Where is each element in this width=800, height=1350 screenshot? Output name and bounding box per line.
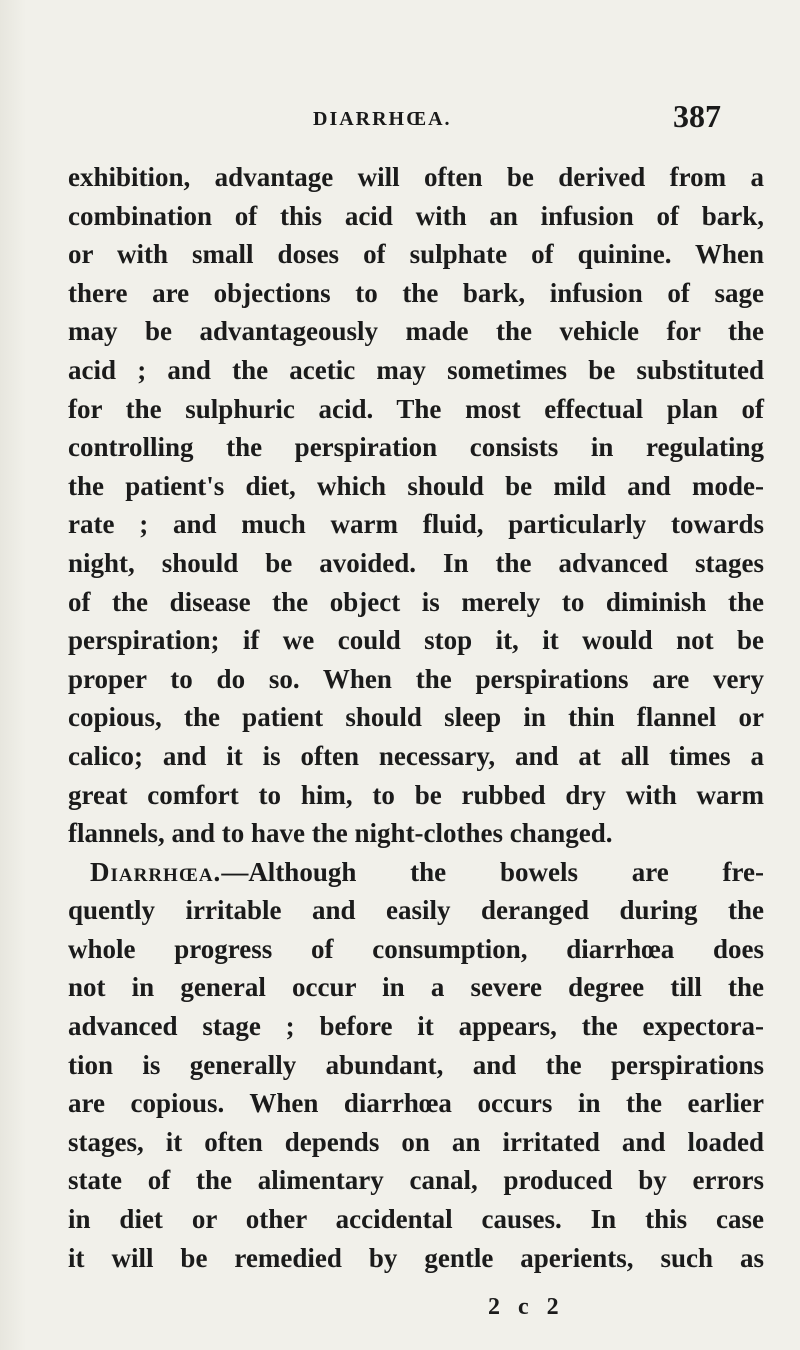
text-line: acid ; and the acetic may sometimes be substituted <box>68 354 764 385</box>
text-line: are copious. When diarrhœa occurs in the earlier <box>68 1088 764 1119</box>
text-line: state of the alimentary canal, produced by errors <box>68 1165 764 1196</box>
body-text <box>68 158 764 1277</box>
text-line: may be advantageously made the vehicle for the <box>68 316 764 347</box>
text-line: proper to do so. When the perspirations are very <box>68 663 764 694</box>
text-line: quently irritable and easily deranged during the <box>68 895 764 926</box>
section-heading: Diarrhœa. <box>90 856 222 887</box>
text-line: there are objections to the bark, infusion of sage <box>68 277 764 308</box>
text-line: in diet or other accidental causes. In this case <box>68 1204 764 1235</box>
section-first-line <box>68 853 764 892</box>
running-head: DIARRHŒA. <box>313 108 452 130</box>
text-line: exhibition, advantage will often be derived from a <box>68 162 764 192</box>
text-line: for the sulphuric acid. The most effectual plan of <box>68 393 764 424</box>
text-line: whole progress of consumption, diarrhœa does <box>68 933 764 964</box>
page-header <box>0 98 800 138</box>
page-number: 387 <box>673 98 721 134</box>
signature-mark: 2 c 2 <box>488 1294 565 1320</box>
text-line: rate ; and much warm fluid, particularly towards <box>68 509 764 540</box>
text-line: stages, it often depends on an irritated and loaded <box>68 1126 764 1157</box>
text-line: tion is generally abundant, and the perspirations <box>68 1049 764 1080</box>
text-line: not in general occur in a severe degree till the <box>68 972 764 1003</box>
section-first-line-text: —Although the bowels are fre- <box>221 856 764 887</box>
text-line: controlling the perspiration consists in regulating <box>68 432 764 463</box>
text-line: of the disease the object is merely to diminish the <box>68 586 764 617</box>
text-line: copious, the patient should sleep in thin flannel or <box>68 702 764 733</box>
text-line: calico; and it is often necessary, and at all times a <box>68 740 764 771</box>
text-line: combination of this acid with an infusion of bark, <box>68 200 764 231</box>
text-line: flannels, and to have the night-clothes changed. <box>68 818 613 849</box>
text-line: night, should be avoided. In the advanced stages <box>68 547 764 578</box>
text-line: or with small doses of sulphate of quinine. When <box>68 239 764 270</box>
text-line: great comfort to him, to be rubbed dry with warm <box>68 779 764 810</box>
text-line: the patient's diet, which should be mild and mode- <box>68 470 764 501</box>
text-line: advanced stage ; before it appears, the expectora- <box>68 1011 764 1042</box>
text-line: perspiration; if we could stop it, it would not be <box>68 625 764 656</box>
text-line: it will be remedied by gentle aperients, such as <box>68 1242 764 1273</box>
